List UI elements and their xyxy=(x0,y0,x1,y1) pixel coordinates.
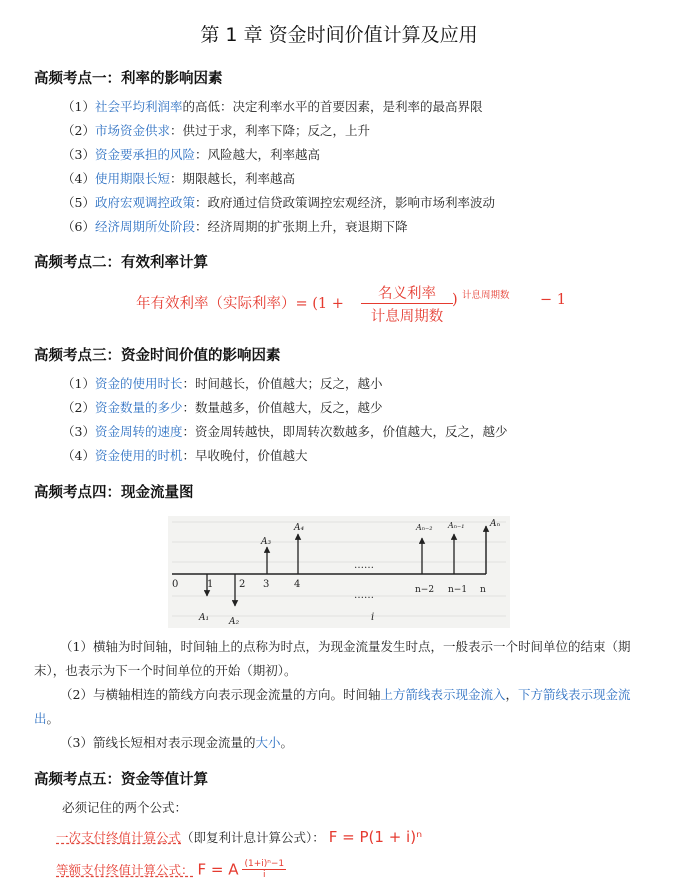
section-2-heading: 高频考点二：有效利率计算 xyxy=(34,255,208,271)
list-item: （3）资金要承担的风险：风险越大，利率越高 xyxy=(62,147,320,162)
effective-rate-formula xyxy=(136,282,566,328)
inflow-label: A₃ xyxy=(261,537,272,547)
formula-fraction xyxy=(242,859,286,880)
list-item: （1）社会平均利润率的高低：决定利率水平的首要因素，是利率的最高界限 xyxy=(62,99,483,114)
single-payment-formula xyxy=(56,828,422,846)
cash-flow-diagram xyxy=(168,516,510,628)
formula-left: 年有效利率（实际利率）= (1 + xyxy=(136,296,344,312)
ellipsis-lower: …… xyxy=(354,590,374,601)
formula-lhs: F = A xyxy=(197,860,239,879)
tick-label: n xyxy=(480,585,486,595)
formula-fraction xyxy=(361,282,453,326)
formula-close-paren: ) xyxy=(452,292,458,308)
formula-denominator: 计息周期数 xyxy=(370,309,444,325)
formula-exponent: 计息周期数 xyxy=(462,290,510,301)
outflow-label: A₂ xyxy=(229,617,240,627)
formula-numerator: 名义利率 xyxy=(378,286,436,302)
tick-label: 0 xyxy=(172,579,179,590)
outflow-label: A₁ xyxy=(199,613,210,623)
inflow-label: Aₙ₋₂ xyxy=(416,523,433,532)
list-item: （5）政府宏观调控政策：政府通过信贷政策调控宏观经济，影响市场利率波动 xyxy=(62,195,495,210)
paragraph-3: （3）箭线长短相对表示现金流量的大小。 xyxy=(60,735,293,750)
formula-intro: 必须记住的两个公式： xyxy=(62,800,188,815)
section-1-heading: 高频考点一：利率的影响因素 xyxy=(34,71,223,87)
annuity-formula xyxy=(56,859,286,880)
diagram-background xyxy=(168,516,510,628)
tick-label: 1 xyxy=(207,579,214,590)
formula-note: （即复利计息计算公式）： xyxy=(181,830,325,845)
section-5-heading: 高频考点五：资金等值计算 xyxy=(34,772,208,788)
tick-label: n−1 xyxy=(448,585,468,595)
tick-label: 3 xyxy=(263,579,270,590)
section-4-heading: 高频考点四：现金流量图 xyxy=(34,485,194,501)
paragraph-2: （2）与横轴相连的箭线方向表示现金流量的方向。时间轴上方箭线表示现金流入，下方箭线表示现金流出。 xyxy=(34,687,631,726)
chapter-title: 第 1 章 资金时间价值计算及应用 xyxy=(200,24,478,46)
list-item: （2）资金数量的多少：数量越多，价值越大，反之，越少 xyxy=(62,400,383,415)
ellipsis-upper: …… xyxy=(354,560,374,571)
inflow-label: Aₙ xyxy=(490,519,501,529)
fraction-denominator: i xyxy=(263,870,266,880)
formula-name: 一次支付终值计算公式 xyxy=(56,830,182,845)
interest-label: i xyxy=(371,612,375,623)
tick-label: 2 xyxy=(239,579,246,590)
list-item: （4）资金使用的时机：早收晚付，价值越大 xyxy=(62,448,308,463)
formula-expression: F = P(1 + i)ⁿ xyxy=(328,828,423,846)
tick-label: n−2 xyxy=(415,585,435,595)
inflow-label: Aₙ₋₁ xyxy=(448,521,465,530)
formula-tail: − 1 xyxy=(540,292,566,308)
tick-label: 4 xyxy=(294,579,301,590)
inflow-label: A₄ xyxy=(294,523,305,533)
formula-name: 等额支付终值计算公式： xyxy=(56,862,194,878)
section-3-heading: 高频考点三：资金时间价值的影响因素 xyxy=(34,348,281,364)
list-item: （3）资金周转的速度：资金周转越快，即周转次数越多，价值越大，反之，越少 xyxy=(62,424,508,439)
list-item: （1）资金的使用时长：时间越长，价值越大；反之，越小 xyxy=(62,376,383,391)
fraction-bar xyxy=(361,303,453,304)
list-item: （4）使用期限长短：期限越长，利率越高 xyxy=(62,171,295,186)
list-item: （2）市场资金供求：供过于求，利率下降；反之，上升 xyxy=(62,123,370,138)
list-item: （6）经济周期所处阶段：经济周期的扩张期上升，衰退期下降 xyxy=(62,219,408,234)
paragraph-1: （1）横轴为时间轴，时间轴上的点称为时点，为现金流量发生时点，一般表示一个时间单位的结束（期末），也表示为下一个时间单位的开始（期初）。 xyxy=(34,639,631,678)
fraction-numerator: (1+i)ⁿ−1 xyxy=(244,859,285,869)
